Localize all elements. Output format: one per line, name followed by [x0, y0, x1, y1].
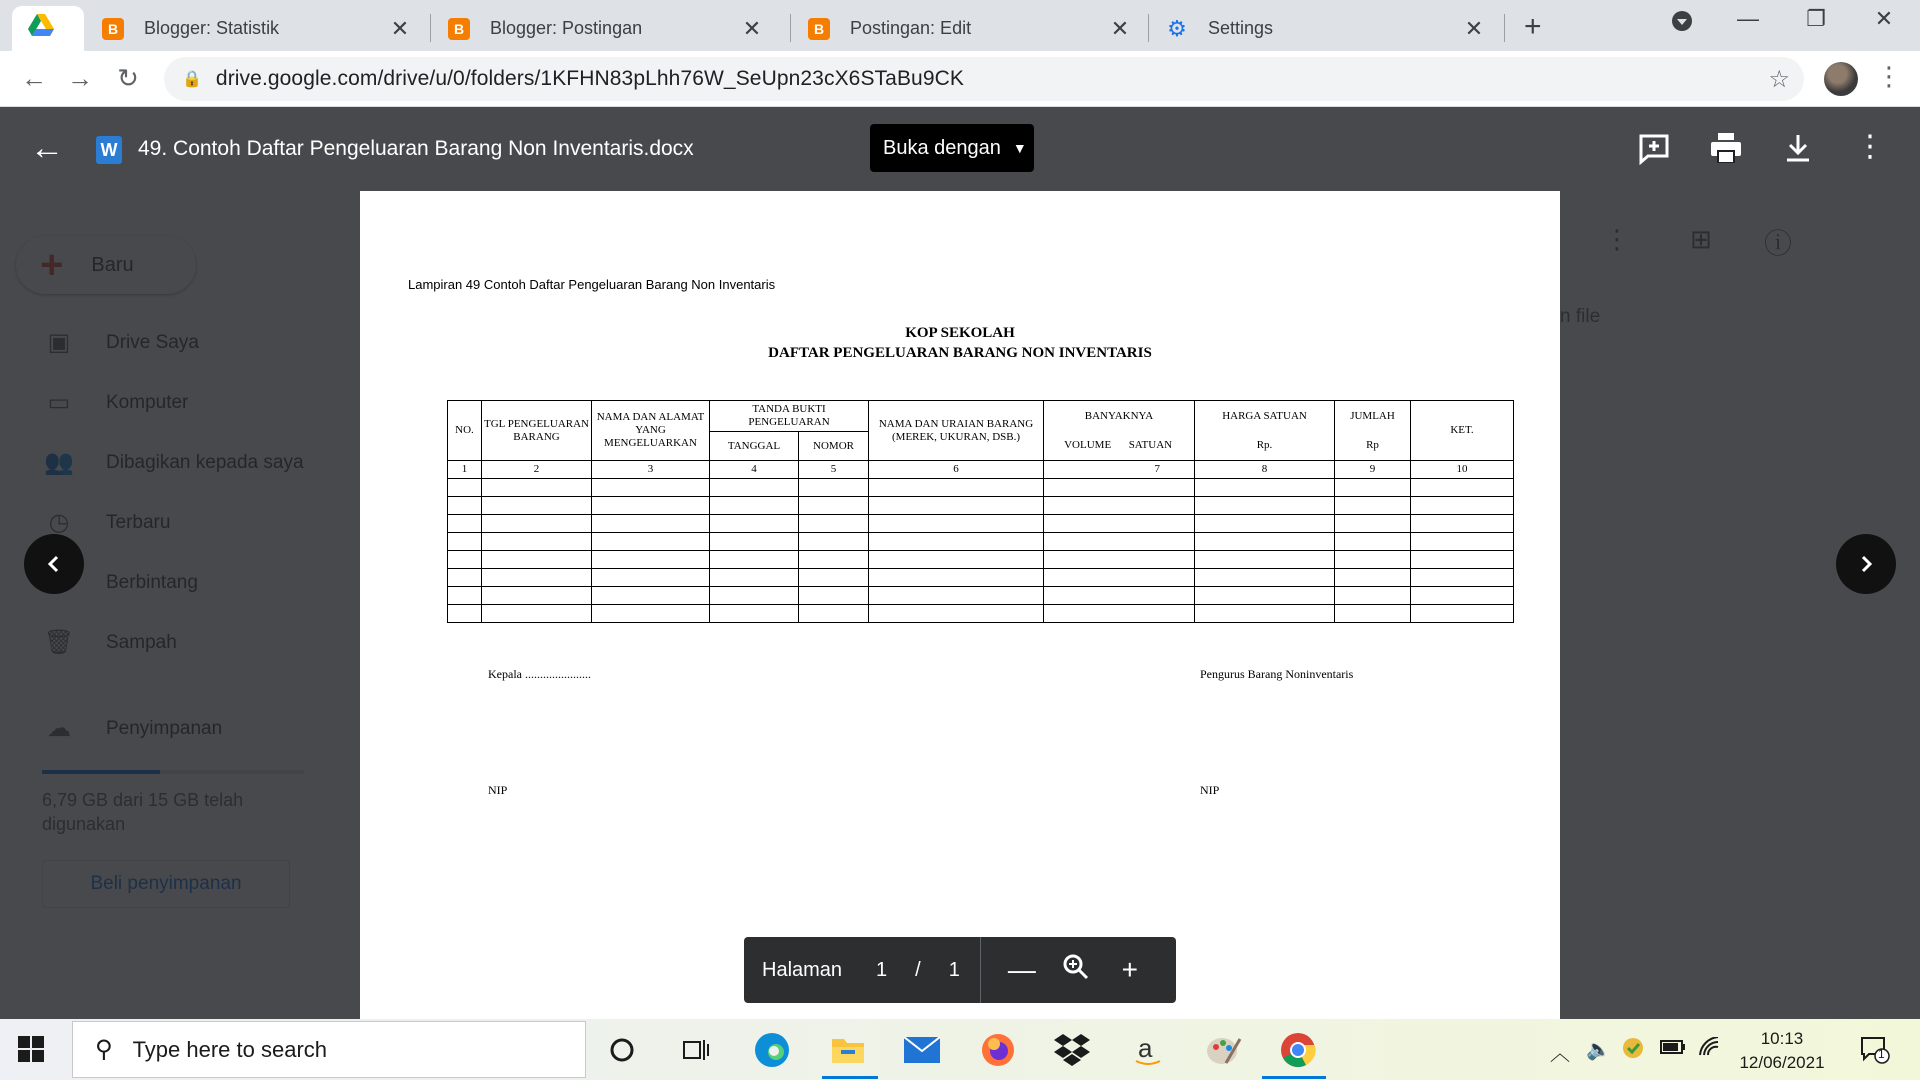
table-cell [1335, 605, 1411, 623]
file-explorer-icon[interactable] [826, 1028, 870, 1072]
blogger-icon: B [808, 18, 830, 40]
table-cell [710, 515, 799, 533]
header-proof-date: TANGGAL [710, 432, 799, 461]
table-cell [1335, 587, 1411, 605]
table-cell [1335, 533, 1411, 551]
table-cell [869, 569, 1044, 587]
back-button[interactable]: ← [21, 63, 47, 93]
column-number-row [448, 461, 1514, 479]
mail-icon[interactable] [900, 1028, 944, 1072]
header-unit: SATUAN [1128, 439, 1173, 452]
document-title: DAFTAR PENGELUARAN BARANG NON INVENTARIS [768, 345, 1152, 361]
table-cell [1195, 515, 1335, 533]
bookmark-star-icon[interactable]: ☆ [1768, 66, 1790, 93]
table-cell [1335, 515, 1411, 533]
word-file-icon: W [96, 136, 122, 164]
table-cell [1195, 587, 1335, 605]
table-cell [799, 515, 869, 533]
table-cell [1195, 533, 1335, 551]
active-app-indicator [822, 1076, 878, 1079]
signature-left-label: Kepala ...................... [488, 667, 591, 681]
header-volume: VOLUME [1064, 439, 1112, 452]
table-cell [710, 605, 799, 623]
url-text: drive.google.com/drive/u/0/folders/1KFHN83pLhh76W_SeUpn23cX6STaBu9CK [215, 67, 964, 90]
signature-right-label: Pengurus Barang Noninventaris [1200, 667, 1354, 681]
system-clock[interactable] [1732, 1027, 1832, 1075]
header-total-currency: Rp [1335, 432, 1411, 461]
table-cell [592, 479, 710, 497]
table-cell [799, 587, 869, 605]
table-cell [869, 479, 1044, 497]
edge-icon[interactable] [750, 1028, 794, 1072]
tab-divider [1504, 14, 1505, 42]
table-cell [1411, 551, 1514, 569]
table-cell [448, 605, 482, 623]
search-placeholder: Type here to search [132, 1036, 328, 1062]
header-name-address: NAMA DAN ALAMAT YANG MENGELUARKAN [592, 401, 710, 461]
table-cell [1411, 515, 1514, 533]
table-cell [1195, 551, 1335, 569]
address-bar[interactable] [164, 57, 1804, 101]
tab-label: Blogger: Postingan [490, 18, 643, 38]
restore-button[interactable]: ❐ [1806, 6, 1826, 31]
table-cell [482, 569, 592, 587]
expenditure-table [447, 400, 1514, 623]
close-icon[interactable]: ✕ [390, 15, 410, 41]
column-number: 2 [482, 461, 592, 479]
header-no: NO. [448, 401, 482, 461]
amazon-icon[interactable] [1126, 1028, 1170, 1072]
tab-search-icon[interactable] [1662, 10, 1702, 37]
table-cell [710, 587, 799, 605]
profile-avatar[interactable] [1824, 62, 1858, 96]
table-cell [1411, 587, 1514, 605]
table-cell [1195, 569, 1335, 587]
reload-button[interactable]: ↻ [117, 63, 139, 93]
table-cell [710, 533, 799, 551]
tab-settings[interactable] [1150, 6, 1502, 51]
svg-text:a: a [1138, 1033, 1153, 1063]
table-cell [448, 479, 482, 497]
table-cell [482, 515, 592, 533]
add-comment-icon[interactable] [1634, 133, 1674, 173]
chrome-menu-icon[interactable]: ⋮ [1876, 61, 1902, 91]
table-cell [448, 497, 482, 515]
blogger-icon: B [448, 18, 470, 40]
table-cell [710, 497, 799, 515]
cortana-icon[interactable] [600, 1028, 644, 1072]
tab-label: Settings [1208, 18, 1274, 38]
header-proof: TANDA BUKTI PENGELUARAN [710, 401, 869, 432]
table-cell [869, 605, 1044, 623]
active-app-indicator [1262, 1076, 1326, 1079]
document-caption: Lampiran 49 Contoh Daftar Pengeluaran Barang Non Inventaris [408, 277, 776, 292]
table-cell [448, 533, 482, 551]
table-cell [1335, 479, 1411, 497]
header-total: JUMLAH [1335, 401, 1411, 432]
table-cell [1195, 605, 1335, 623]
zoom-out-button[interactable]: — [1007, 954, 1036, 985]
table-cell [482, 479, 592, 497]
table-cell [1044, 587, 1195, 605]
zoom-in-button[interactable]: + [1121, 954, 1139, 985]
google-drive-icon [28, 14, 54, 43]
table-cell [482, 533, 592, 551]
header-quantity-sub [1044, 432, 1195, 461]
column-number: 1 [448, 461, 482, 479]
table-cell [799, 569, 869, 587]
browser-toolbar [0, 51, 1920, 107]
table-cell [1411, 569, 1514, 587]
chevron-right-icon [1856, 554, 1876, 574]
gear-icon: ⚙ [1167, 15, 1187, 41]
table-cell [799, 605, 869, 623]
table-cell [482, 587, 592, 605]
close-icon[interactable]: ✕ [1110, 15, 1130, 41]
next-file-button[interactable] [1836, 534, 1896, 594]
table-cell [1044, 551, 1195, 569]
table-cell [592, 605, 710, 623]
table-cell [482, 497, 592, 515]
tab-blogger-postingan[interactable] [432, 6, 780, 51]
column-number: 5 [799, 461, 869, 479]
show-hidden-icons-icon[interactable]: ︿ [1550, 1043, 1570, 1065]
header-item-description: NAMA DAN URAIAN BARANG (MEREK, UKURAN, DSB.) [869, 401, 1044, 461]
table-row [448, 587, 1514, 605]
table-row [448, 569, 1514, 587]
current-page[interactable]: 1 [876, 958, 888, 981]
table-cell [592, 497, 710, 515]
table-cell [1044, 479, 1195, 497]
column-number: 8 [1195, 461, 1335, 479]
minimize-button[interactable]: — [1737, 6, 1759, 31]
table-cell [1335, 569, 1411, 587]
table-row [448, 533, 1514, 551]
table-cell [799, 479, 869, 497]
table-cell [799, 551, 869, 569]
table-cell [869, 533, 1044, 551]
table-cell [869, 497, 1044, 515]
browser-tabstrip [0, 0, 1920, 51]
table-cell [799, 533, 869, 551]
table-row [448, 551, 1514, 569]
header-proof-number: NOMOR [799, 432, 869, 461]
previous-file-button[interactable] [24, 534, 84, 594]
action-center-icon[interactable] [1860, 1035, 1890, 1072]
table-cell [869, 587, 1044, 605]
table-cell [1044, 605, 1195, 623]
dropbox-icon[interactable] [1050, 1028, 1094, 1072]
page-separator: / [915, 958, 921, 981]
table-cell [592, 569, 710, 587]
header-notes: KET. [1411, 401, 1514, 461]
table-cell [1195, 479, 1335, 497]
new-tab-button[interactable]: + [1524, 10, 1542, 43]
volume-icon[interactable]: 🔈 [1586, 1039, 1611, 1061]
notification-count: 1 [1878, 1047, 1885, 1061]
tab-google-drive[interactable] [12, 6, 84, 51]
windows-start-button[interactable] [18, 1036, 44, 1062]
table-cell [1044, 497, 1195, 515]
header-date: TGL PENGELUARAN BARANG [482, 401, 592, 461]
wifi-icon[interactable] [1698, 1037, 1720, 1063]
tab-label: Blogger: Statistik [144, 18, 280, 38]
tab-divider [430, 14, 431, 42]
more-actions-icon[interactable]: ⋮ [1855, 130, 1885, 163]
table-cell [799, 497, 869, 515]
table-cell [592, 515, 710, 533]
table-row [448, 479, 1514, 497]
column-number: 3 [592, 461, 710, 479]
table-cell [1411, 479, 1514, 497]
table-cell [869, 551, 1044, 569]
pager-divider [980, 937, 981, 1003]
chrome-icon[interactable] [1276, 1028, 1320, 1072]
table-cell [448, 569, 482, 587]
table-cell [869, 515, 1044, 533]
back-arrow-icon[interactable]: ← [30, 129, 64, 167]
open-with-label: Buka dengan [883, 136, 1001, 159]
file-title: 49. Contoh Daftar Pengeluaran Barang Non Inventaris.docx [138, 137, 694, 160]
task-view-icon[interactable] [674, 1028, 718, 1072]
table-row [448, 497, 1514, 515]
table-cell [1335, 497, 1411, 515]
open-with-button[interactable] [870, 124, 1034, 172]
caret-down-icon: ▼ [1012, 140, 1027, 156]
page-control [744, 937, 1176, 1003]
close-window-button[interactable]: ✕ [1874, 6, 1894, 31]
page-label: Halaman [762, 958, 843, 981]
table-cell [1195, 497, 1335, 515]
column-number: 7 [1044, 461, 1195, 479]
column-number: 4 [710, 461, 799, 479]
table-cell [710, 479, 799, 497]
zoom-icon[interactable] [1049, 953, 1103, 988]
sync-status-icon[interactable] [1622, 1037, 1644, 1065]
header-unit-price: HARGA SATUAN [1195, 401, 1335, 432]
table-cell [448, 515, 482, 533]
tab-divider [790, 14, 791, 42]
close-icon[interactable]: ✕ [742, 15, 762, 41]
forward-button[interactable]: → [67, 63, 93, 93]
table-cell [1044, 533, 1195, 551]
document-page [360, 191, 1560, 1019]
clock-time: 10:13 [1760, 1029, 1804, 1048]
header-quantity: BANYAKNYA [1044, 401, 1195, 432]
lock-icon: 🔒 [182, 71, 202, 88]
close-icon[interactable]: ✕ [1464, 15, 1484, 41]
table-cell [592, 587, 710, 605]
column-number: 6 [869, 461, 1044, 479]
table-cell [448, 587, 482, 605]
table-cell [1335, 551, 1411, 569]
search-icon: ⚲ [95, 1036, 113, 1063]
blogger-icon: B [102, 18, 124, 40]
table-cell [710, 551, 799, 569]
total-pages: 1 [948, 958, 960, 981]
column-number: 9 [1335, 461, 1411, 479]
tab-blogger-statistik[interactable] [86, 6, 428, 51]
table-row [448, 605, 1514, 623]
tab-divider [1148, 14, 1149, 42]
battery-icon[interactable] [1660, 1037, 1686, 1060]
taskbar-search-box[interactable] [72, 1021, 586, 1078]
clock-date: 12/06/2021 [1739, 1053, 1825, 1072]
header-unit-price-currency: Rp. [1195, 432, 1335, 461]
table-cell [482, 551, 592, 569]
table-cell [482, 605, 592, 623]
table-cell [592, 551, 710, 569]
download-icon[interactable] [1778, 133, 1818, 171]
column-number: 10 [1411, 461, 1514, 479]
table-cell [1411, 497, 1514, 515]
table-cell [592, 533, 710, 551]
nip-right: NIP [1200, 783, 1220, 797]
nip-left: NIP [488, 783, 508, 797]
table-row [448, 515, 1514, 533]
table-cell [1044, 515, 1195, 533]
print-icon[interactable] [1706, 133, 1746, 171]
tab-label: Postingan: Edit [850, 18, 972, 38]
table-cell [1411, 533, 1514, 551]
windows-taskbar [0, 1019, 1920, 1080]
table-cell [1411, 605, 1514, 623]
table-cell [448, 551, 482, 569]
document-heading: KOP SEKOLAH [905, 325, 1015, 341]
chevron-left-icon [44, 554, 64, 574]
viewer-header [0, 107, 1920, 191]
table-cell [1044, 569, 1195, 587]
firefox-icon[interactable] [976, 1028, 1020, 1072]
tab-postingan-edit[interactable] [792, 6, 1148, 51]
paint-icon[interactable] [1202, 1028, 1246, 1072]
table-cell [710, 569, 799, 587]
